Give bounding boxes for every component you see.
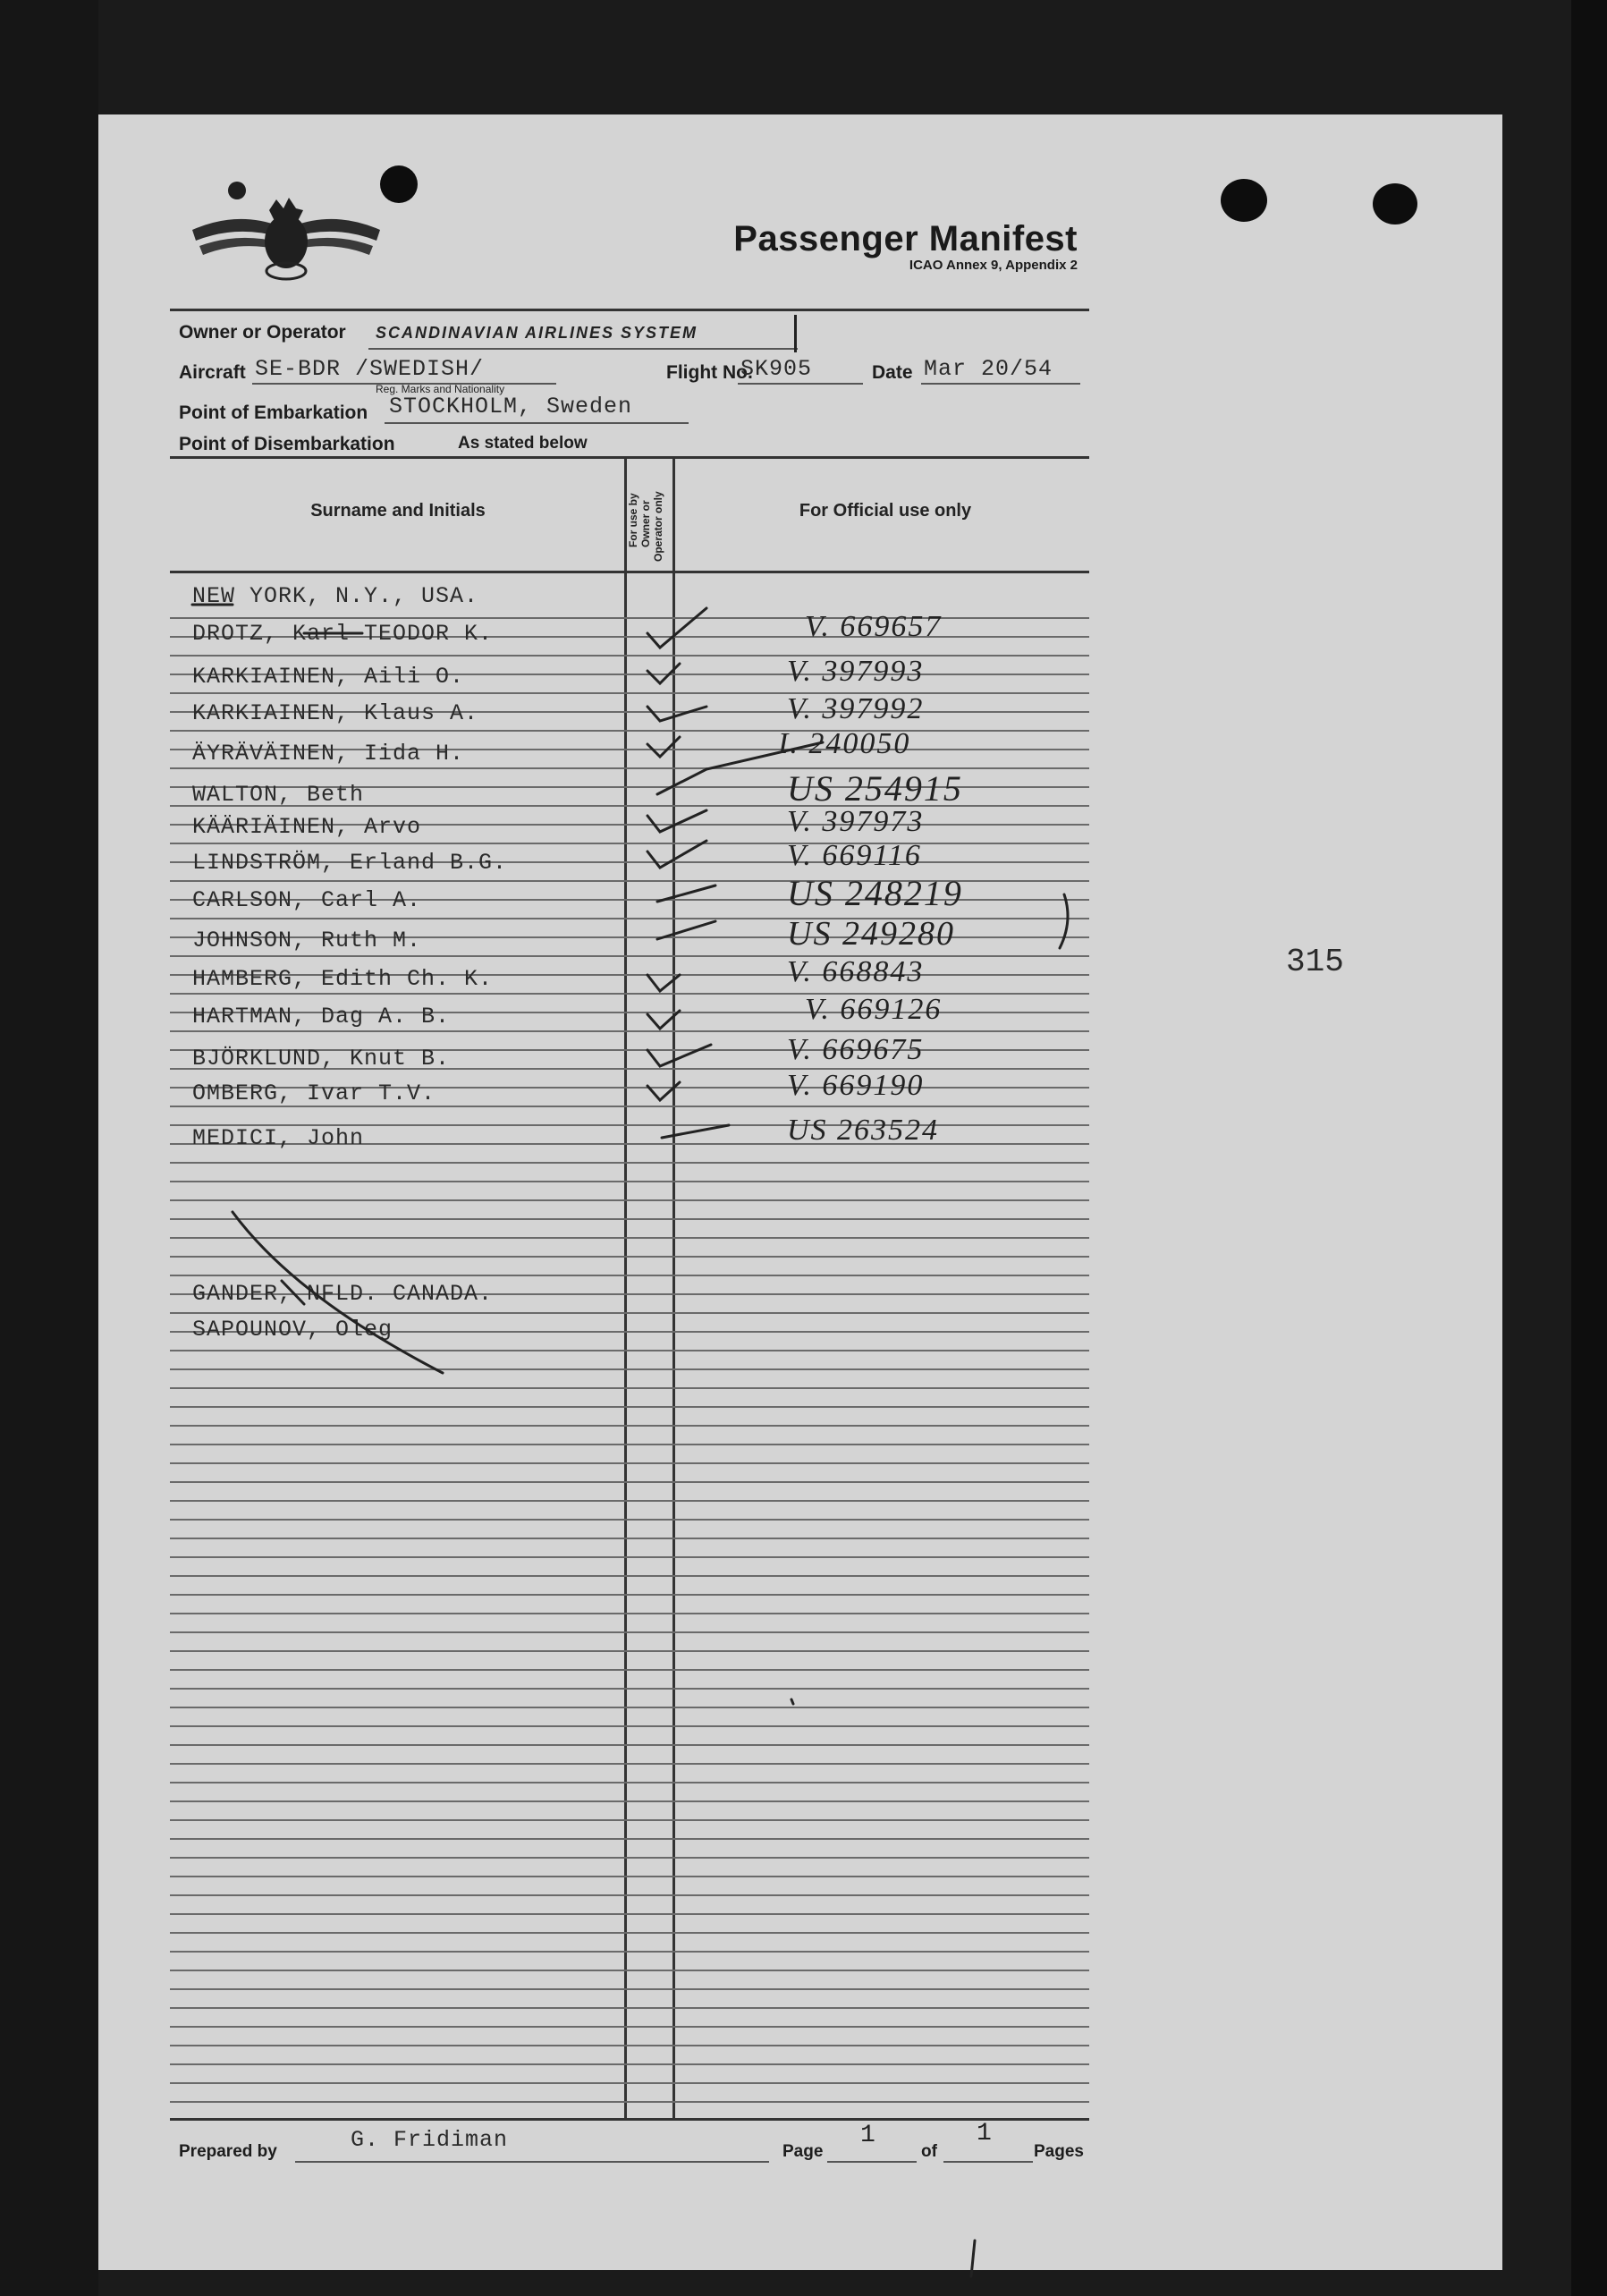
ruled-line [170, 1575, 1089, 1577]
passport-number: V. 669126 [805, 993, 943, 1026]
ruled-line [170, 1988, 1089, 1990]
ruled-line [170, 1481, 1089, 1483]
ruled-line [170, 1237, 1089, 1239]
surname-column-header: Surname and Initials [310, 501, 486, 521]
ruled-line [170, 1613, 1089, 1614]
prepared-by-label: Prepared by [179, 2142, 277, 2161]
ruled-line [170, 1162, 1089, 1164]
table-top-rule [170, 456, 1089, 459]
ruled-line [170, 2082, 1089, 2084]
ruled-line [170, 1951, 1089, 1953]
passenger-name: ÄYRÄVÄINEN, Iida H. [192, 741, 465, 767]
aircraft-label: Aircraft [179, 362, 246, 383]
ruled-line [170, 1312, 1089, 1314]
ruled-line [170, 993, 1089, 995]
table-header-rule [170, 571, 1089, 573]
passport-number: US 263524 [787, 1114, 940, 1147]
embarkation-value: STOCKHOLM, Sweden [389, 394, 633, 419]
reg-marks-label: Reg. Marks and Nationality [376, 383, 505, 395]
sas-wings-logo-icon [183, 174, 389, 291]
ruled-line [170, 1894, 1089, 1896]
page-underline [827, 2161, 917, 2163]
pages-label: Pages [1034, 2142, 1084, 2161]
passenger-name: JOHNSON, Ruth M. [192, 928, 422, 953]
ruled-line [170, 1030, 1089, 1032]
passport-number: V. 397973 [787, 805, 925, 838]
ruled-line [170, 1444, 1089, 1445]
ruled-line [170, 1819, 1089, 1821]
ruled-line [170, 655, 1089, 657]
ruled-line [170, 1631, 1089, 1633]
ruled-line [170, 1913, 1089, 1915]
passenger-name: HARTMAN, Dag A. B. [192, 1004, 451, 1029]
passport-number: V. 669657 [805, 610, 943, 643]
passenger-name: SAPOUNOV, Oleg [192, 1317, 393, 1343]
date-underline [921, 383, 1080, 385]
owner-value: SCANDINAVIAN AIRLINES SYSTEM [376, 324, 698, 342]
ruled-line [170, 1275, 1089, 1276]
embarkation-label: Point of Embarkation [179, 402, 368, 423]
ruled-line [170, 1556, 1089, 1558]
owner-underline [368, 348, 798, 350]
official-column-header: For Official use only [799, 501, 972, 521]
ruled-line [170, 617, 1089, 619]
passport-number: US 254915 [787, 768, 963, 809]
passport-number: US 248219 [787, 873, 963, 913]
passport-number: V. 669675 [787, 1033, 925, 1066]
flight-label: Flight No. [666, 362, 753, 383]
owner-use-header-1: For use by [627, 493, 639, 547]
ruled-line [170, 1425, 1089, 1427]
punch-hole [1373, 183, 1417, 225]
ruled-line [170, 2101, 1089, 2103]
flight-underline [738, 383, 863, 385]
passenger-name: CARLSON, Carl A. [192, 887, 422, 913]
ruled-line [170, 1538, 1089, 1539]
ruled-line [170, 1669, 1089, 1671]
passenger-name: BJÖRKLUND, Knut B. [192, 1046, 451, 1072]
passport-number: V. 397992 [787, 692, 925, 725]
ruled-line [170, 1462, 1089, 1464]
frame-number: 315 [1286, 944, 1344, 980]
embarkation-underline [385, 422, 689, 424]
of-label: of [921, 2142, 937, 2161]
prepared-by-underline [295, 2161, 769, 2163]
ruled-line [170, 1368, 1089, 1370]
owner-use-header-2: Owner or [639, 500, 652, 547]
ruled-line [170, 692, 1089, 694]
ruled-line [170, 1782, 1089, 1783]
disembarkation-value: As stated below [458, 434, 588, 453]
passenger-name: WALTON, Beth [192, 782, 365, 808]
passport-number: V. 669190 [787, 1069, 925, 1102]
ruled-line [170, 1763, 1089, 1765]
owner-label: Owner or Operator [179, 322, 346, 343]
ruled-line [170, 1725, 1089, 1727]
ruled-line [170, 955, 1089, 957]
table-bottom-rule [170, 2118, 1089, 2121]
disembarkation-label: Point of Disembarkation [179, 434, 395, 454]
ruled-line [170, 1876, 1089, 1877]
ruled-line [170, 2063, 1089, 2065]
ruled-line [170, 1744, 1089, 1746]
page-label: Page [782, 2142, 824, 2161]
owner-mark [794, 315, 797, 352]
ruled-line [170, 1387, 1089, 1389]
ruled-line [170, 1932, 1089, 1934]
destination-heading: NEW YORK, N.Y., USA. [192, 583, 479, 609]
punch-hole [1221, 179, 1267, 222]
pages-underline [943, 2161, 1033, 2163]
passport-number: V. 668843 [787, 955, 925, 988]
page-value: 1 [860, 2122, 875, 2149]
passenger-name: KÄÄRIÄINEN, Arvo [192, 814, 422, 840]
ruled-line [170, 1256, 1089, 1258]
destination-heading: GANDER, NFLD. CANADA. [192, 1281, 494, 1307]
passenger-name: KARKIAINEN, Klaus A. [192, 700, 479, 726]
ruled-line [170, 1594, 1089, 1596]
ruled-line [170, 2045, 1089, 2046]
ruled-line [170, 1650, 1089, 1652]
document-title-block [689, 219, 1078, 273]
ruled-line [170, 1218, 1089, 1220]
owner-column-rule-right [672, 456, 675, 2120]
passport-number: I. 240050 [778, 727, 911, 760]
passenger-name: HAMBERG, Edith Ch. K. [192, 966, 494, 992]
pages-value: 1 [977, 2120, 992, 2148]
ruled-line [170, 1800, 1089, 1802]
title-divider [170, 309, 1089, 311]
passenger-name: LINDSTRÖM, Erland B.G. [192, 850, 508, 876]
document-subtitle: ICAO Annex 9, Appendix 2 [909, 258, 1078, 273]
passenger-name: MEDICI, John [192, 1125, 365, 1151]
passport-number: V. 397993 [787, 655, 925, 688]
ruled-line [170, 1519, 1089, 1521]
prepared-by-value: G. Fridiman [351, 2127, 509, 2153]
passenger-name: KARKIAINEN, Aili O. [192, 664, 465, 690]
passport-number: V. 669116 [787, 839, 922, 872]
flight-value: SK905 [740, 356, 813, 382]
date-label: Date [872, 362, 913, 383]
ruled-line [170, 1970, 1089, 1971]
ruled-line [170, 1350, 1089, 1351]
ruled-line [170, 1199, 1089, 1201]
ruled-line [170, 2026, 1089, 2028]
aircraft-value: SE-BDR /SWEDISH/ [255, 356, 485, 382]
ruled-line [170, 1838, 1089, 1840]
ruled-line [170, 1500, 1089, 1502]
ruled-line [170, 843, 1089, 844]
ruled-line [170, 1688, 1089, 1690]
ruled-line [170, 1181, 1089, 1182]
ruled-line [170, 1707, 1089, 1708]
ruled-line [170, 1857, 1089, 1859]
passenger-name: DROTZ, Karl TEODOR K. [192, 621, 494, 647]
scan-border-right [1571, 0, 1607, 2296]
owner-column-rule-left [624, 456, 627, 2120]
ruled-line [170, 2007, 1089, 2009]
document-title: Passenger Manifest [733, 219, 1078, 258]
ruled-line [170, 730, 1089, 732]
passport-number: US 249280 [787, 915, 955, 953]
passenger-name: OMBERG, Ivar T.V. [192, 1080, 436, 1106]
date-value: Mar 20/54 [924, 356, 1053, 382]
scan-border-left [0, 0, 98, 2296]
owner-use-header-3: Operator only [652, 491, 664, 562]
ruled-line [170, 1406, 1089, 1408]
